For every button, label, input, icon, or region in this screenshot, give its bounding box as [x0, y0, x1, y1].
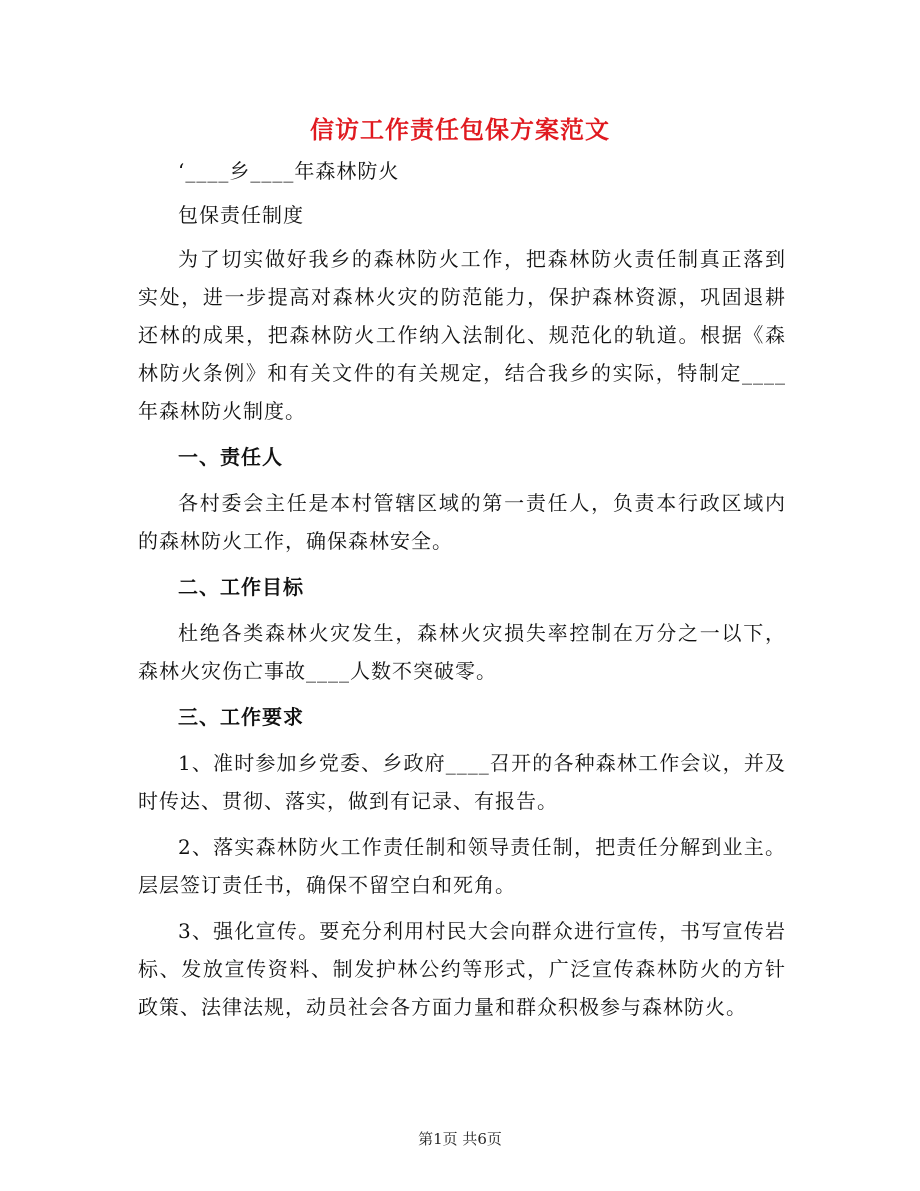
- section-heading-work-requirements: 三、工作要求: [178, 705, 304, 729]
- section-text-work-goals: 杜绝各类森林火灾发生，森林火灾损失率控制在万分之一以下，森林火灾伤亡事故____人数不突破零。: [138, 621, 786, 683]
- subtitle-line-1: ‘____乡____年森林防火: [178, 159, 400, 183]
- section-heading-responsible-person: 一、责任人: [178, 445, 283, 469]
- requirement-item-1: 1、准时参加乡党委、乡政府____召开的各种森林工作会议，并及时传达、贯彻、落实，做到有记录、有报告。: [138, 751, 786, 813]
- section-heading-work-goals: 二、工作目标: [178, 575, 304, 599]
- subtitle-line-2: 包保责任制度: [178, 203, 304, 227]
- document-title: 信访工作责任包保方案范文: [310, 115, 610, 144]
- requirement-item-3: 3、强化宣传。要充分利用村民大会向群众进行宣传，书写宣传岩标、发放宣传资料、制发护林公约等形式，广泛宣传森林防火的方针政策、法律法规，动员社会各方面力量和群众积极参与森林防火。: [138, 919, 786, 1019]
- page-indicator: 第1页 共6页: [418, 1130, 502, 1148]
- intro-paragraph: 为了切实做好我乡的森林防火工作，把森林防火责任制真正落到实处，进一步提高对森林火灾的防范能力，保护森林资源，巩固退耕还林的成果，把森林防火工作纳入法制化、规范化的轨道。根据《森林防火条例》和有关文件的有关规定，结合我乡的实际，特制定____年森林防火制度。: [138, 247, 786, 423]
- section-text-responsible-person: 各村委会主任是本村管辖区域的第一责任人，负责本行政区域内的森林防火工作，确保森林安全。: [138, 491, 786, 553]
- requirement-item-2: 2、落实森林防火工作责任制和领导责任制，把责任分解到业主。层层签订责任书，确保不留空白和死角。: [138, 835, 786, 897]
- document-body: [138, 152, 786, 1034]
